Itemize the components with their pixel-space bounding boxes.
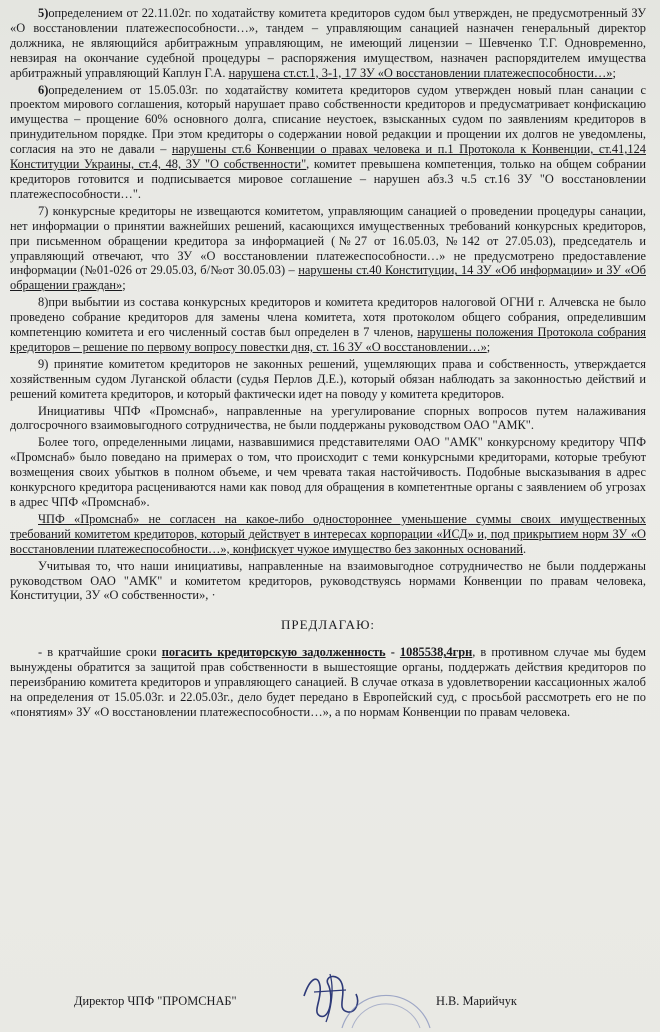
proposal-lead: - в кратчайшие сроки — [38, 645, 157, 660]
debt-amount: 1085538,4грн — [399, 645, 473, 660]
signatory-name: Н.В. Марийчук — [436, 994, 517, 1008]
signature-block — [0, 988, 660, 1018]
paragraph-text: 8)при выбытии из состава конкурсных кредиторов и комитета кредиторов налоговой ОГНИ г. Алчевска не было проведено собрание кредиторов для замены члена комитета, хотя протоколом общего собрания, определившим компетенцию комитета и его численный состав был определен в 7 членов, — [10, 295, 646, 340]
underlined-violation: нарушены положения Протокола собрания кредиторов – решение по первому вопросу повестки дня, ст. 16 ЗУ «О восстановлении…» — [10, 325, 646, 354]
paragraph-text: 7) конкурсные кредиторы не извещаются комитетом, управляющим санацией о проведении процедуры санации, нет информации о принятии важнейших решений, касающихся имущественных требований конкурсных кредиторов, при письменном обращении кредитора за информацией (№27 от 16.05.03, №142 от 27.05.03), председатель и управляющий отвечают, что ЗУ «О восстановлении платежеспособности…» не предусмотрено предоставление информации (№01-026 от 29.05.03, б/№от 30.05.03) – — [10, 203, 646, 278]
underlined-violation: нарушены ст.6 Конвенции о правах человека и п.1 Протокола к Конвенции, ст.41,124 Конституции Украины, ст.4, 48, ЗУ "О собственности" — [10, 142, 646, 172]
proposal-heading: ПРЕДЛАГАЮ: — [280, 617, 376, 633]
paragraph-11: Более того, определенными лицами, назвавшимися представителями ОАО "АМК" конкурсному кредитору ЧПФ «Промснаб» было поведано на примерах о том, что происходит с теми конкурсными кредиторами, которые требуют возмещения своих убытков в полном объеме, и чем чревата такая настойчивость. Подобные высказывания в адрес конкурсного кредитора расцениваются нами как повод для обращения в компетентные органы с заявлением об угрозах в адрес ЧПФ «Промснаб». — [10, 435, 646, 509]
punctuation: ; — [122, 278, 126, 293]
paragraph-12 — [10, 512, 646, 557]
proposal-demand: погасить кредиторскую задолженность — [161, 645, 386, 660]
underlined-violation: нарушена ст.ст.1, 3-1, 17 ЗУ «О восстановлении платежеспособности…» — [228, 65, 613, 80]
paragraph-9: 9) принятие комитетом кредиторов не законных решений, ущемляющих права и собственность, утверждается хозяйственным судом Луганской области (судья Перлов Д.Е.), который обязан наблюдать за законностью действий и решений комитета кредиторов, и который фактически идет на поводу у комитета кредиторов. — [10, 356, 646, 401]
paragraph-text: , комитет превышена компетенция, только на общем собрании кредиторов готовится и подписывается мировое соглашение – нарушен абз.3 ч.5 ст.16 ЗУ "О восстановлении платежеспособности…". — [10, 157, 646, 201]
punctuation: ; — [612, 65, 616, 80]
paragraph-10: Инициативы ЧПФ «Промснаб», направленные на урегулирование спорных вопросов путем налаживания долгосрочного взаимовыгодного сотрудничества, не были поддержаны руководством ОАО "АМК". — [10, 403, 646, 433]
paragraph-5 — [10, 6, 646, 81]
underlined-violation: нарушены ст.40 Конституции, 14 ЗУ «Об информации» и ЗУ «Об обращении граждан» — [10, 263, 646, 293]
proposal-dash: - — [385, 645, 395, 660]
item-number: 5) — [38, 6, 49, 20]
paragraph-13: Учитывая то, что наши инициативы, направленные на взаимовыгодное сотрудничество не были поддержаны руководством ОАО "АМК" и комитетом кредиторов, руководствуясь нормами Конвенции по правам человека, Конституции, ЗУ «О собственности», · — [10, 558, 646, 603]
proposal-text: , в противном случае мы будем вынуждены обратится за защитой прав собственности в вышестоящие органы, поддержать действия кредиторов по переизбранию комитета кредиторов и управляющего санацией. В случае отказа в удовлетворении кассационных жалоб на определения от 15.05.03г. и 22.05.03г., дело будет передано в Европейский суд, с просьбой рассмотреть его не по «понятиям» ЗУ «О восстановлении платежеспособности…», а по нормам Конвенции по правам человека. — [10, 645, 646, 719]
punctuation: . — [523, 541, 527, 556]
paragraph-text: определением от 22.11.02г. по ходатайству комитета кредиторов судом был утвержден, не предусмотренный ЗУ «О восстановлении платежеспособности…», тандем – управляющим санацией назначен генеральный директор должника, не являющийся арбитражным управляющим, не имеющий лицензии – Шевченко Т.Г. Одновременно, невзирая на окончание судебной процедуры – распоряжения имуществом, назначен распорядителем имущества арбитражный управляющий Каплун Г.А. — [10, 6, 646, 80]
proposal-paragraph — [10, 645, 646, 720]
item-number: 6) — [38, 82, 49, 97]
underlined-statement: ЧПФ «Промснаб» не согласен на какое-либо одностороннее уменьшение суммы своих имущественных требований комитетом кредиторов, который действует в интересах корпорации «ИСД» и, под прикрытием норм ЗУ «О восстановлении платежеспособности…», конфискует чужое имущество без законных оснований — [10, 511, 646, 556]
paragraph-6 — [10, 83, 646, 202]
stamp-icon — [336, 962, 436, 1032]
paragraph-8 — [10, 295, 646, 355]
punctuation: ; — [486, 339, 491, 354]
signatory-title: Директор ЧПФ "ПРОМСНАБ" — [74, 994, 237, 1008]
paragraph-7 — [10, 204, 646, 293]
paragraph-text: определением от 15.05.03г. по ходатайству комитета кредиторов судом утвержден новый план санации с проектом мирового соглашения, который нарушает право собственности кредиторов и предусматривает конфискацию имущества – прощение 60% основного долга, списание неустоек, взысканных судом по заявлениям кредиторов в принудительном порядке. При этом кредиторы о содержании новой редакции и прощении их долгов не уведомлены, согласия на это не давали – — [10, 82, 646, 157]
